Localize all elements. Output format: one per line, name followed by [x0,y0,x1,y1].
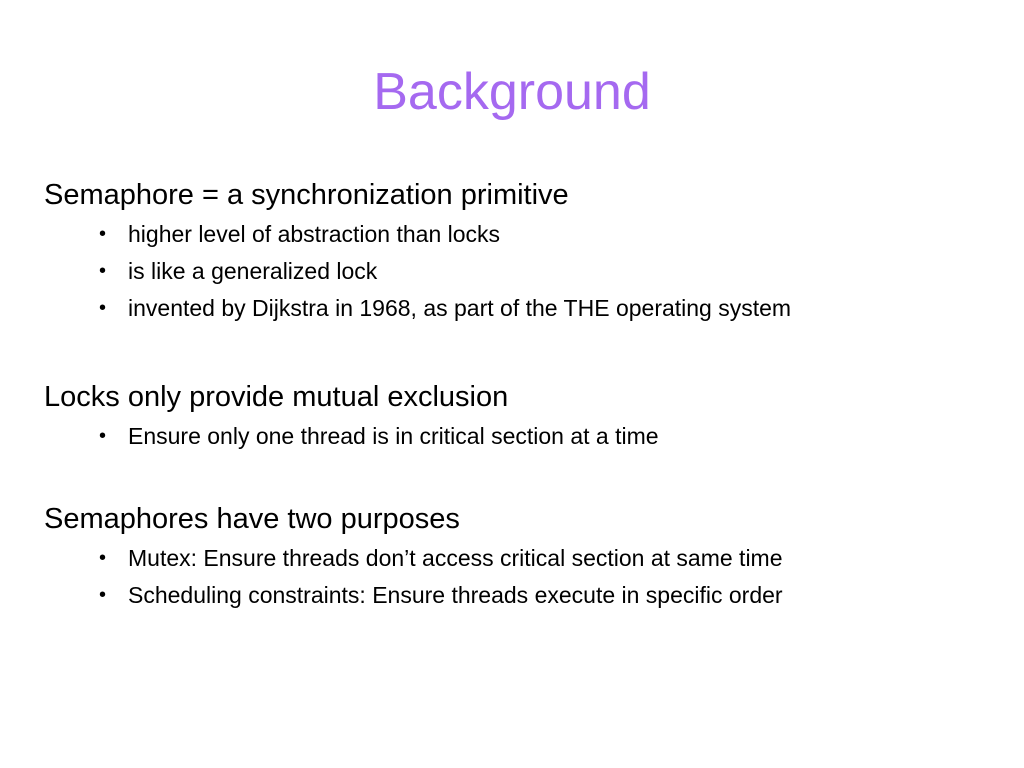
bullet-list [44,418,1004,455]
slide-title: Background [373,63,651,121]
bullet-item [44,577,1004,614]
bullet-text: higher level of abstraction than locks [128,221,501,247]
bullet-dot-icon: • [99,260,107,282]
section-locks [44,378,1004,455]
bullet-item [44,418,1004,455]
bullet-text: Mutex: Ensure threads don’t access critical section at same time [128,545,783,571]
bullet-dot-icon: • [99,223,107,245]
bullet-text: Ensure only one thread is in critical section at a time [128,423,659,449]
bullet-list [44,216,1004,327]
section-heading: Semaphore = a synchronization primitive [44,179,569,211]
section-purposes [44,500,1004,614]
bullet-text: invented by Dijkstra in 1968, as part of the THE operating system [128,295,792,321]
bullet-dot-icon: • [99,425,107,447]
bullet-dot-icon: • [99,297,107,319]
section-heading: Semaphores have two purposes [44,503,460,535]
section-heading: Locks only provide mutual exclusion [44,381,509,413]
bullet-item [44,253,1004,290]
bullet-dot-icon: • [99,584,107,606]
bullet-text: Scheduling constraints: Ensure threads execute in specific order [128,582,783,608]
bullet-text: is like a generalized lock [128,258,378,284]
bullet-dot-icon: • [99,547,107,569]
section-semaphore [44,176,1004,327]
bullet-item [44,290,1004,327]
bullet-item [44,540,1004,577]
bullet-item [44,216,1004,253]
bullet-list [44,540,1004,614]
